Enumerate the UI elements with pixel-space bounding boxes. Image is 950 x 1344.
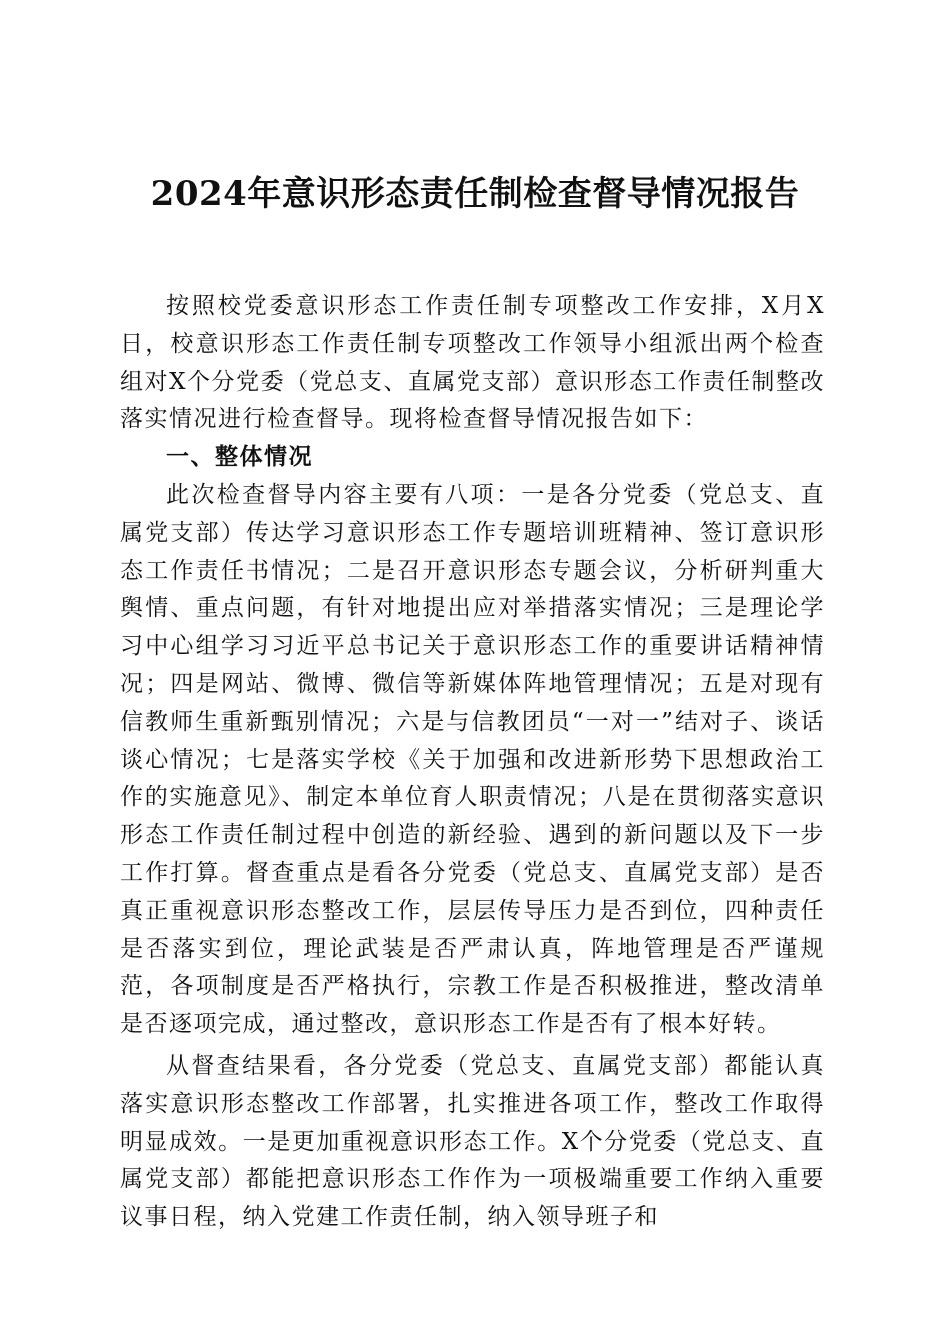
section-paragraph-inspection-content: 此次检查督导内容主要有八项：一是各分党委（党总支、直属党支部）传达学习意识形态工作专题培训班精神、签订意识形态工作责任书情况；二是召开意识形态专题会议，分析研判重大舆情、重点问题，有针对地提出应对举措落实情况；三是理论学习中心组学习习近平总书记关于意识形态工作的重要讲话精神情况；四是网站、微博、微信等新媒体阵地管理情况；五是对现有信教师生重新甄别情况；六是与信教团员“一对一”结对子、谈话谈心情况；七是落实学校《关于加强和改进新形势下思想政治工作的实施意见》、制定本单位育人职责情况；八是在贯彻落实意识形态工作责任制过程中创造的新经验、遇到的新问题以及下一步工作打算。督查重点是看各分党委（党总支、直属党支部）是否真正重视意识形态整改工作，层层传导压力是否到位，四种责任是否落实到位，理论武装是否严肃认真，阵地管理是否严谨规范，各项制度是否严格执行，宗教工作是否积极推进，整改清单是否逐项完成，通过整改，意识形态工作是否有了根本好转。	[120, 481, 825, 1038]
intro-paragraph: 按照校党委意识形态工作责任制专项整改工作安排，X月X日，校意识形态工作责任制专项整改工作领导小组派出两个检查组对X个分党委（党总支、直属党支部）意识形态工作责任制整改落实情况进行检查督导。现将检查督导情况报告如下：	[120, 293, 825, 433]
section-heading-overall: 一、整体情况	[166, 444, 313, 471]
document-title: 2024年意识形态责任制检查督导情况报告	[150, 174, 800, 214]
section-paragraph-results: 从督查结果看，各分党委（党总支、直属党支部）都能认真落实意识形态整改工作部署，扎实推进各项工作，整改工作取得明显成效。一是更加重视意识形态工作。X个分党委（党总支、直属党支部）都能把意识形态工作作为一项极端重要工作纳入重要议事日程，纳入党建工作责任制，纳入领导班子和	[120, 1052, 825, 1231]
document-body	[120, 288, 825, 1237]
